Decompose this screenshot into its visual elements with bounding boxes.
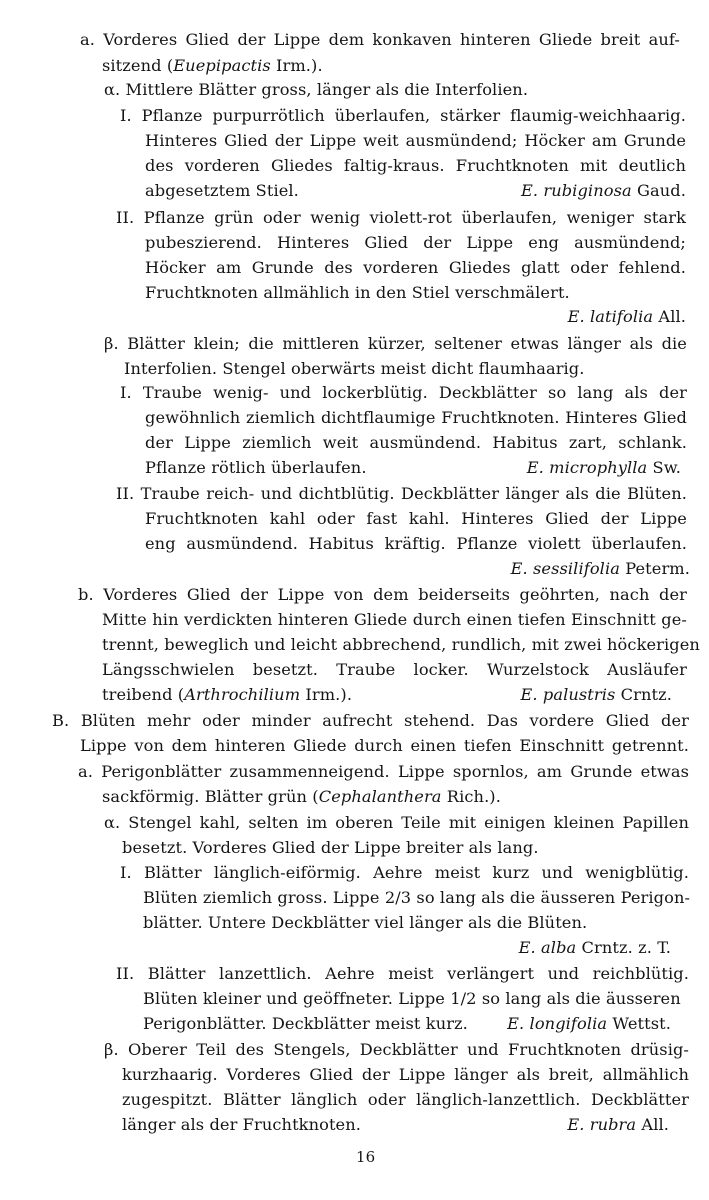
taxon-name: Arthrochilium [184,685,301,704]
species-citation: E. palustris Crntz. [520,685,672,704]
text-line: besetzt. Vorderes Glied der Lippe breiter als lang. [122,838,539,857]
text-line: I. Pflanze purpurrötlich überlaufen, stärker flaumig-weichhaarig. [120,106,686,125]
text-line: treibend (Arthrochilium Irm.). E. palustris Crntz. [102,683,672,707]
text-line: II. Pflanze grün oder wenig violett-rot überlaufen, weniger stark [116,208,686,227]
text-line: trennt, beweglich und leicht abbrechend, rundlich, mit zwei höckerigen [102,635,700,654]
text-line: I. Blätter länglich-eiförmig. Aehre meist kurz und wenigblütig. [120,863,689,882]
text-line: zugespitzt. Blätter länglich oder länglich-lanzettlich. Deckblätter [122,1090,689,1109]
text-line: Blüten ziemlich gross. Lippe 2/3 so lang als die äusseren Perigon- [143,888,691,907]
text-line: Interfolien. Stengel oberwärts meist dicht flaumhaarig. [124,359,585,378]
fraction: 2/3 [384,888,412,907]
text-line: α. Mittlere Blätter gross, länger als die Interfolien. [104,80,529,99]
text-line: Längsschwielen besetzt. Traube locker. Wurzelstock Ausläufer [102,660,687,679]
text-line: Fruchtknoten allmählich in den Stiel verschmälert. [145,283,570,302]
text-line: abgesetztem Stiel. E. rubiginosa Gaud. [145,179,686,203]
text-line: Lippe von dem hinteren Gliede durch einen tiefen Einschnitt getrennt. [80,736,689,755]
text-line: I. Traube wenig- und lockerblütig. Deckblätter so lang als der [120,383,687,402]
text-line [145,305,686,329]
text-line: gewöhnlich ziemlich dichtflaumige Fruchtknoten. Hinteres Glied [145,408,687,427]
taxon-name: Euepipactis [173,56,271,75]
text-line: Blüten kleiner und geöffneter. Lippe 1/2 so lang als die äusseren [143,989,681,1008]
text-line: a. Perigonblätter zusammenneigend. Lippe spornlos, am Grunde etwas [78,762,689,781]
text-line: sitzend (Euepipactis Irm.). [102,56,323,75]
text-line: Mitte hin verdickten hinteren Gliede durch einen tiefen Einschnitt ge- [102,610,687,629]
species-citation: E. rubiginosa Gaud. [520,181,686,200]
taxon-name: Cephalanthera [318,787,442,806]
species-citation: E. sessilifolia Peterm. [510,559,690,578]
text-line: Hinteres Glied der Lippe weit ausmündend; Höcker am Grunde [145,131,686,150]
text-line: b. Vorderes Glied der Lippe von dem beiderseits geöhrten, nach der [78,585,687,604]
page-number: 16 [356,1148,376,1166]
text-line: sackförmig. Blätter grün (Cephalanthera Rich.). [102,787,501,806]
species-citation: E. rubra All. [567,1115,669,1134]
text-line: β. Blätter klein; die mittleren kürzer, seltener etwas länger als die [104,334,687,353]
text-line: Fruchtknoten kahl oder fast kahl. Hinteres Glied der Lippe [145,509,687,528]
species-citation: E. latifolia All. [567,307,686,326]
text-line: Höcker am Grunde des vorderen Gliedes glatt oder fehlend. [145,258,686,277]
species-citation: E. alba Crntz. z. T. [518,938,671,957]
text-line: a. Vorderes Glied der Lippe dem konkaven hinteren Gliede breit auf- [80,30,680,49]
fraction: 1/2 [450,989,477,1008]
text-line: kurzhaarig. Vorderes Glied der Lippe länger als breit, allmählich [122,1065,689,1084]
species-citation: E. microphylla Sw. [526,458,681,477]
text-line: blätter. Untere Deckblätter viel länger als die Blüten. [143,913,588,932]
text-line [143,936,671,960]
text-line: des vorderen Gliedes faltig-kraus. Fruchtknoten mit deutlich [145,156,686,175]
text-line: II. Blätter lanzettlich. Aehre meist verlängert und reichblütig. [116,964,689,983]
text-line [145,557,690,581]
text-line: der Lippe ziemlich weit ausmündend. Habitus zart, schlank. [145,433,687,452]
text-line: Perigonblätter. Deckblätter meist kurz. E. longifolia Wettst. [143,1012,671,1036]
text-line: α. Stengel kahl, selten im oberen Teile mit einigen kleinen Papillen [104,813,689,832]
text-line: B. Blüten mehr oder minder aufrecht stehend. Das vordere Glied der [52,711,689,730]
species-citation: E. longifolia Wettst. [507,1014,671,1033]
text-line: II. Traube reich- und dichtblütig. Deckblätter länger als die Blüten. [116,484,687,503]
text-line: pubeszierend. Hinteres Glied der Lippe eng ausmündend; [145,233,686,252]
text-line: länger als der Fruchtknoten. E. rubra All. [122,1113,669,1137]
text-line: β. Oberer Teil des Stengels, Deckblätter und Fruchtknoten drüsig- [104,1040,689,1059]
text-line: Pflanze rötlich überlaufen. E. microphylla Sw. [145,456,681,480]
text-line: eng ausmündend. Habitus kräftig. Pflanze violett überlaufen. [145,534,687,553]
